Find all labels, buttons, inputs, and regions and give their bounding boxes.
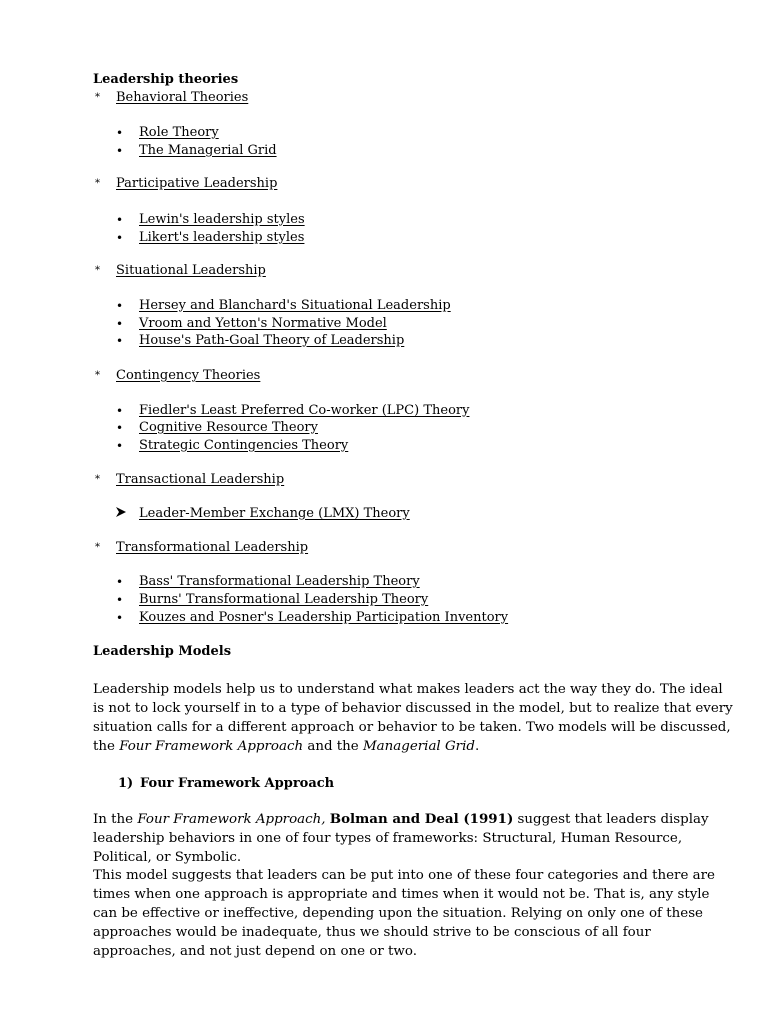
link-likerts-styles[interactable]: Likert's leadership styles bbox=[139, 230, 305, 245]
link-lewins-styles[interactable]: Lewin's leadership styles bbox=[139, 212, 305, 227]
link-lmx-theory[interactable]: Leader-Member Exchange (LMX) Theory bbox=[139, 506, 410, 521]
star-bullet-icon: * bbox=[95, 178, 100, 189]
section1-heading: Four Framework Approach bbox=[140, 776, 335, 791]
link-managerial-grid[interactable]: The Managerial Grid bbox=[139, 143, 277, 158]
four-framework-paragraph: In the Four Framework Approach, Bolman and Deal (1991) suggest that leaders display leadership behaviors in one of four types of frameworks: Structural, Human Resource, Political, or Symbolic. bbox=[93, 811, 709, 865]
bullet-icon: • bbox=[116, 213, 124, 227]
link-role-theory[interactable]: Role Theory bbox=[139, 125, 219, 140]
bullet-icon: • bbox=[116, 439, 124, 453]
arrow-bullet-icon bbox=[115, 506, 127, 523]
star-bullet-icon: * bbox=[95, 370, 100, 381]
section-title-theories: Leadership theories bbox=[93, 72, 239, 87]
link-hersey-blanchard[interactable]: Hersey and Blanchard's Situational Leadership bbox=[139, 298, 451, 313]
link-path-goal[interactable]: House's Path-Goal Theory of Leadership bbox=[139, 333, 405, 348]
link-burns-theory[interactable]: Burns' Transformational Leadership Theory bbox=[139, 592, 429, 607]
bullet-icon: • bbox=[116, 404, 124, 418]
link-transformational-leadership[interactable]: Transformational Leadership bbox=[116, 540, 309, 555]
bullet-icon: • bbox=[116, 611, 124, 625]
section1-number: 1) bbox=[118, 776, 134, 791]
bullet-icon: • bbox=[116, 231, 124, 245]
model-explanation-paragraph: This model suggests that leaders can be put into one of these four categories and there are times when one approach is appropriate and times when it would not be. That is, any style can be effective or ineffective, depending upon the situation. Relying on only one of these approaches would be inadequate, thus we should strive to be conscious of all four approaches, and not just depend on one or two. bbox=[93, 868, 715, 959]
link-kouzes-posner[interactable]: Kouzes and Posner's Leadership Participation Inventory bbox=[139, 610, 509, 625]
link-strategic-contingencies[interactable]: Strategic Contingencies Theory bbox=[139, 438, 349, 453]
bullet-icon: • bbox=[116, 299, 124, 313]
bullet-icon: • bbox=[116, 144, 124, 158]
bullet-icon: • bbox=[116, 421, 124, 435]
star-bullet-icon: * bbox=[95, 542, 100, 553]
link-bass-theory[interactable]: Bass' Transformational Leadership Theory bbox=[139, 574, 420, 589]
link-behavioral-theories[interactable]: Behavioral Theories bbox=[116, 90, 249, 105]
section-title-models: Leadership Models bbox=[93, 644, 232, 659]
link-fiedler-lpc[interactable]: Fiedler's Least Preferred Co-worker (LPC) Theory bbox=[139, 403, 470, 418]
link-contingency-theories[interactable]: Contingency Theories bbox=[116, 368, 261, 383]
bullet-icon: • bbox=[116, 334, 124, 348]
link-transactional-leadership[interactable]: Transactional Leadership bbox=[116, 472, 285, 487]
bullet-icon: • bbox=[116, 126, 124, 140]
bullet-icon: • bbox=[116, 317, 124, 331]
star-bullet-icon: * bbox=[95, 265, 100, 276]
star-bullet-icon: * bbox=[95, 474, 100, 485]
link-participative-leadership[interactable]: Participative Leadership bbox=[116, 176, 278, 191]
star-bullet-icon: * bbox=[95, 92, 100, 103]
bullet-icon: • bbox=[116, 575, 124, 589]
link-cognitive-resource[interactable]: Cognitive Resource Theory bbox=[139, 420, 318, 435]
link-situational-leadership[interactable]: Situational Leadership bbox=[116, 263, 266, 278]
models-intro-paragraph: Leadership models help us to understand what makes leaders act the way they do. The ideal is not to lock yourself in to a type of behavior discussed in the model, but to realize that every situation calls for a different approach or behavior to be taken. Two models will be discussed, the Four Framework Approach and the Managerial Grid. bbox=[93, 682, 733, 754]
bullet-icon: • bbox=[116, 593, 124, 607]
link-vroom-yetton[interactable]: Vroom and Yetton's Normative Model bbox=[139, 316, 387, 331]
